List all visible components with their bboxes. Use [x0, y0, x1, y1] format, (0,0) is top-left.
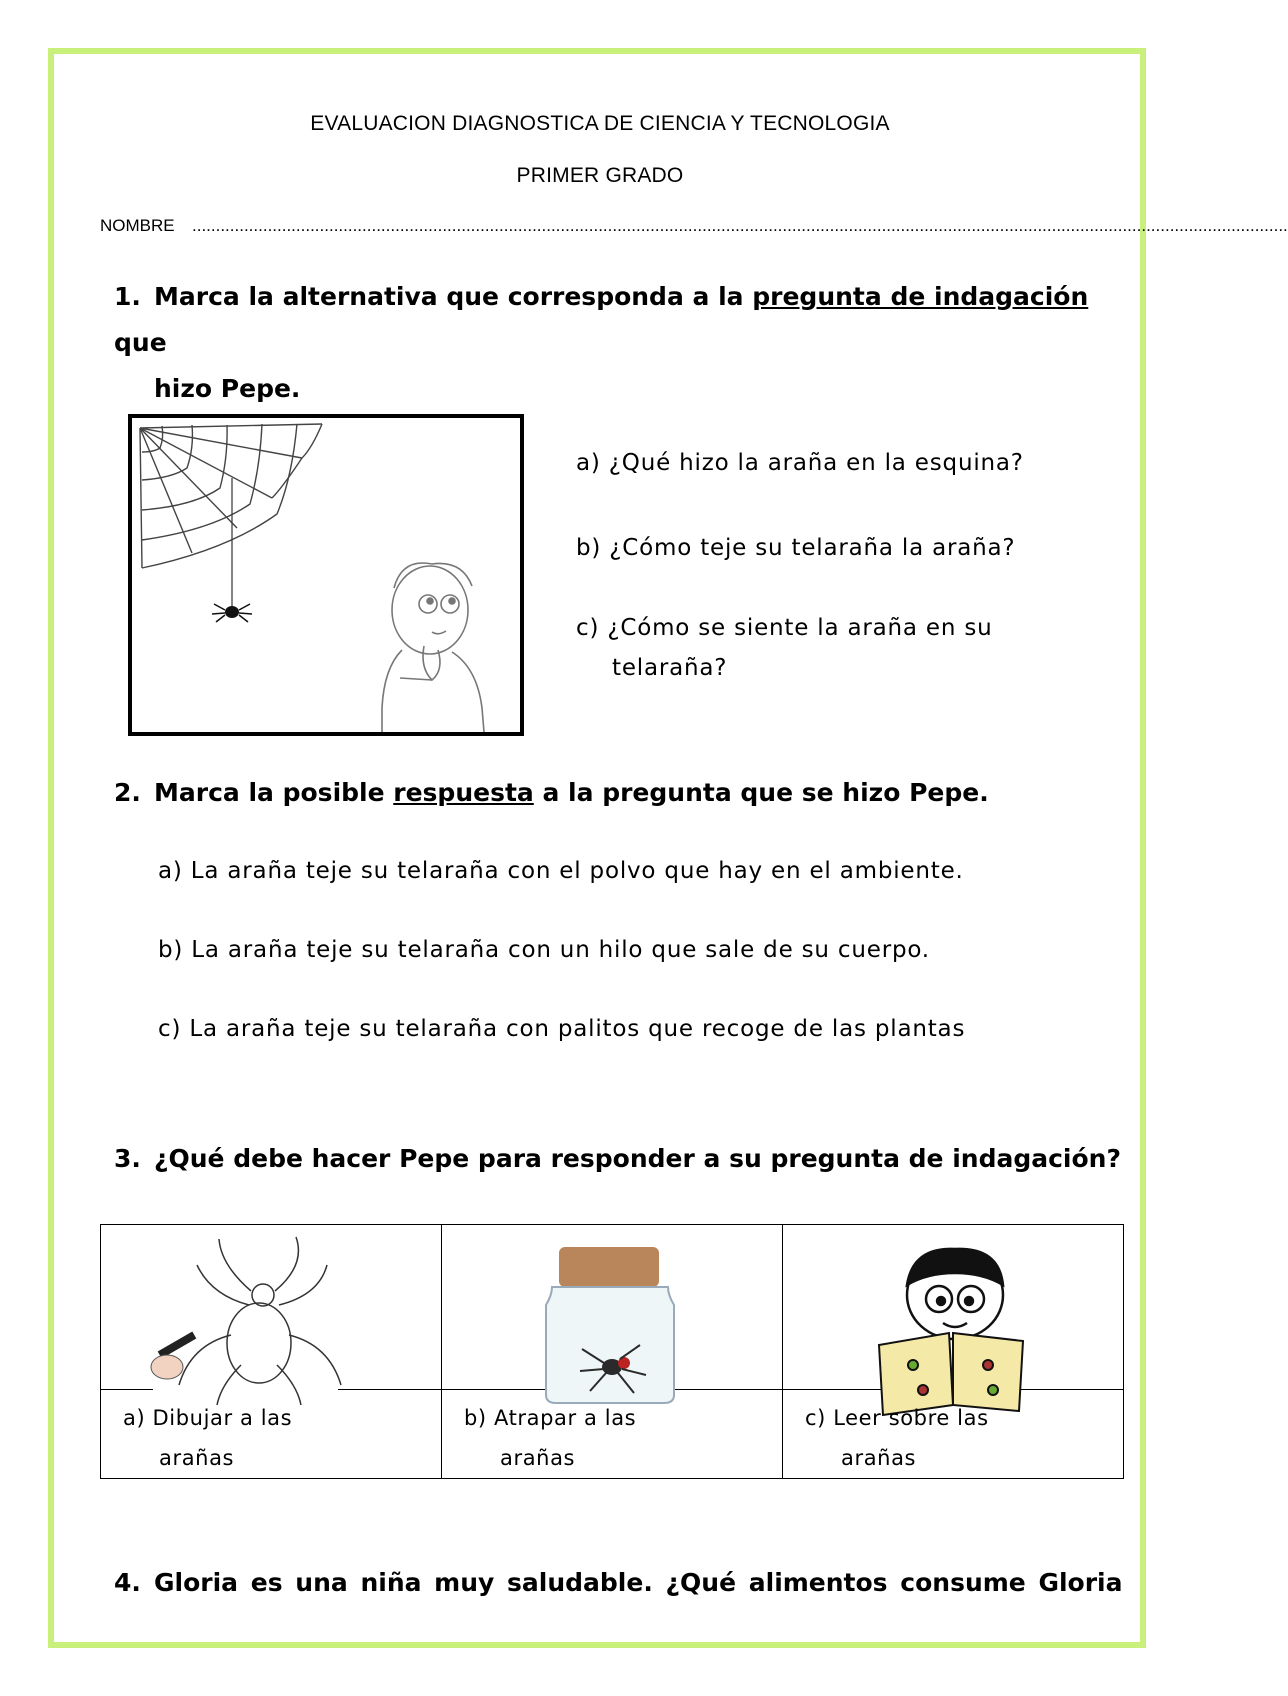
q1-option-a[interactable]: a) ¿Qué hizo la araña en la esquina? — [576, 450, 1024, 476]
question-2 — [114, 770, 1114, 816]
name-blank-line[interactable]: ........................................................................................................................................................................................................................................ — [192, 216, 1288, 235]
question-1-text-b: que — [114, 328, 167, 357]
q1-option-b[interactable]: b) ¿Cómo teje su telaraña la araña? — [576, 535, 1016, 561]
q3-cell-c-image[interactable] — [783, 1225, 1124, 1390]
boy-thinking-icon — [382, 563, 484, 732]
spider-web-icon — [132, 418, 520, 732]
q3-option-c-line2: arañas — [841, 1446, 917, 1470]
question-4-text: Gloria es una niña muy saludable. ¿Qué alimentos consume Gloria — [154, 1568, 1123, 1597]
question-1 — [114, 274, 1114, 412]
question-3-text: ¿Qué debe hacer Pepe para responder a su pregunta de indagación? — [154, 1144, 1121, 1173]
question-2-text-a: Marca la posible — [154, 778, 394, 807]
spider-jar-icon — [442, 1225, 782, 1385]
drawing-spider-icon — [101, 1225, 441, 1385]
question-2-number: 2. — [114, 778, 141, 807]
q3-cell-b-image[interactable] — [442, 1225, 783, 1390]
q1-option-c[interactable]: c) ¿Cómo se siente la araña en su — [576, 615, 993, 641]
question-1-line2: hizo Pepe. — [154, 374, 301, 403]
question-2-underlined: respuesta — [393, 778, 534, 807]
question-1-text-a: Marca la alternativa que corresponda a la — [154, 282, 753, 311]
question-4 — [114, 1560, 1154, 1606]
q3-option-b-line2: arañas — [500, 1446, 576, 1470]
q2-option-a[interactable]: a) La araña teje su telaraña con el polvo que hay en el ambiente. — [158, 858, 964, 884]
question-3 — [114, 1136, 1154, 1182]
spider-icon — [212, 604, 252, 622]
spider-web-boy-illustration — [128, 414, 524, 736]
q3-cell-a-image[interactable] — [101, 1225, 442, 1390]
q2-option-c[interactable]: c) La araña teje su telaraña con palitos que recoge de las plantas — [158, 1016, 966, 1042]
q3-option-c[interactable] — [783, 1390, 1124, 1479]
q3-option-a[interactable] — [101, 1390, 442, 1479]
document-title: EVALUACION DIAGNOSTICA DE CIENCIA Y TECNOLOGIA — [310, 112, 890, 135]
question-1-underlined: pregunta de indagación — [752, 282, 1089, 311]
question-1-number: 1. — [114, 282, 141, 311]
q3-option-b[interactable] — [442, 1390, 783, 1479]
q3-option-c-line1: c) Leer sobre las — [805, 1406, 989, 1430]
q3-option-a-line1: a) Dibujar a las — [123, 1406, 293, 1430]
boy-reading-icon — [783, 1225, 1123, 1385]
q3-option-a-line2: arañas — [159, 1446, 235, 1470]
q3-option-b-line1: b) Atrapar a las — [464, 1406, 637, 1430]
question-4-number: 4. — [114, 1568, 141, 1597]
q3-answer-table — [100, 1224, 1124, 1479]
grade-label: PRIMER GRADO — [516, 164, 684, 187]
q1-option-c-line2: telaraña? — [612, 655, 728, 681]
question-2-text-b: a la pregunta que se hizo Pepe. — [533, 778, 989, 807]
q2-option-b[interactable]: b) La araña teje su telaraña con un hilo que sale de su cuerpo. — [158, 937, 930, 963]
question-3-number: 3. — [114, 1144, 141, 1173]
name-label: NOMBRE — [100, 216, 175, 235]
